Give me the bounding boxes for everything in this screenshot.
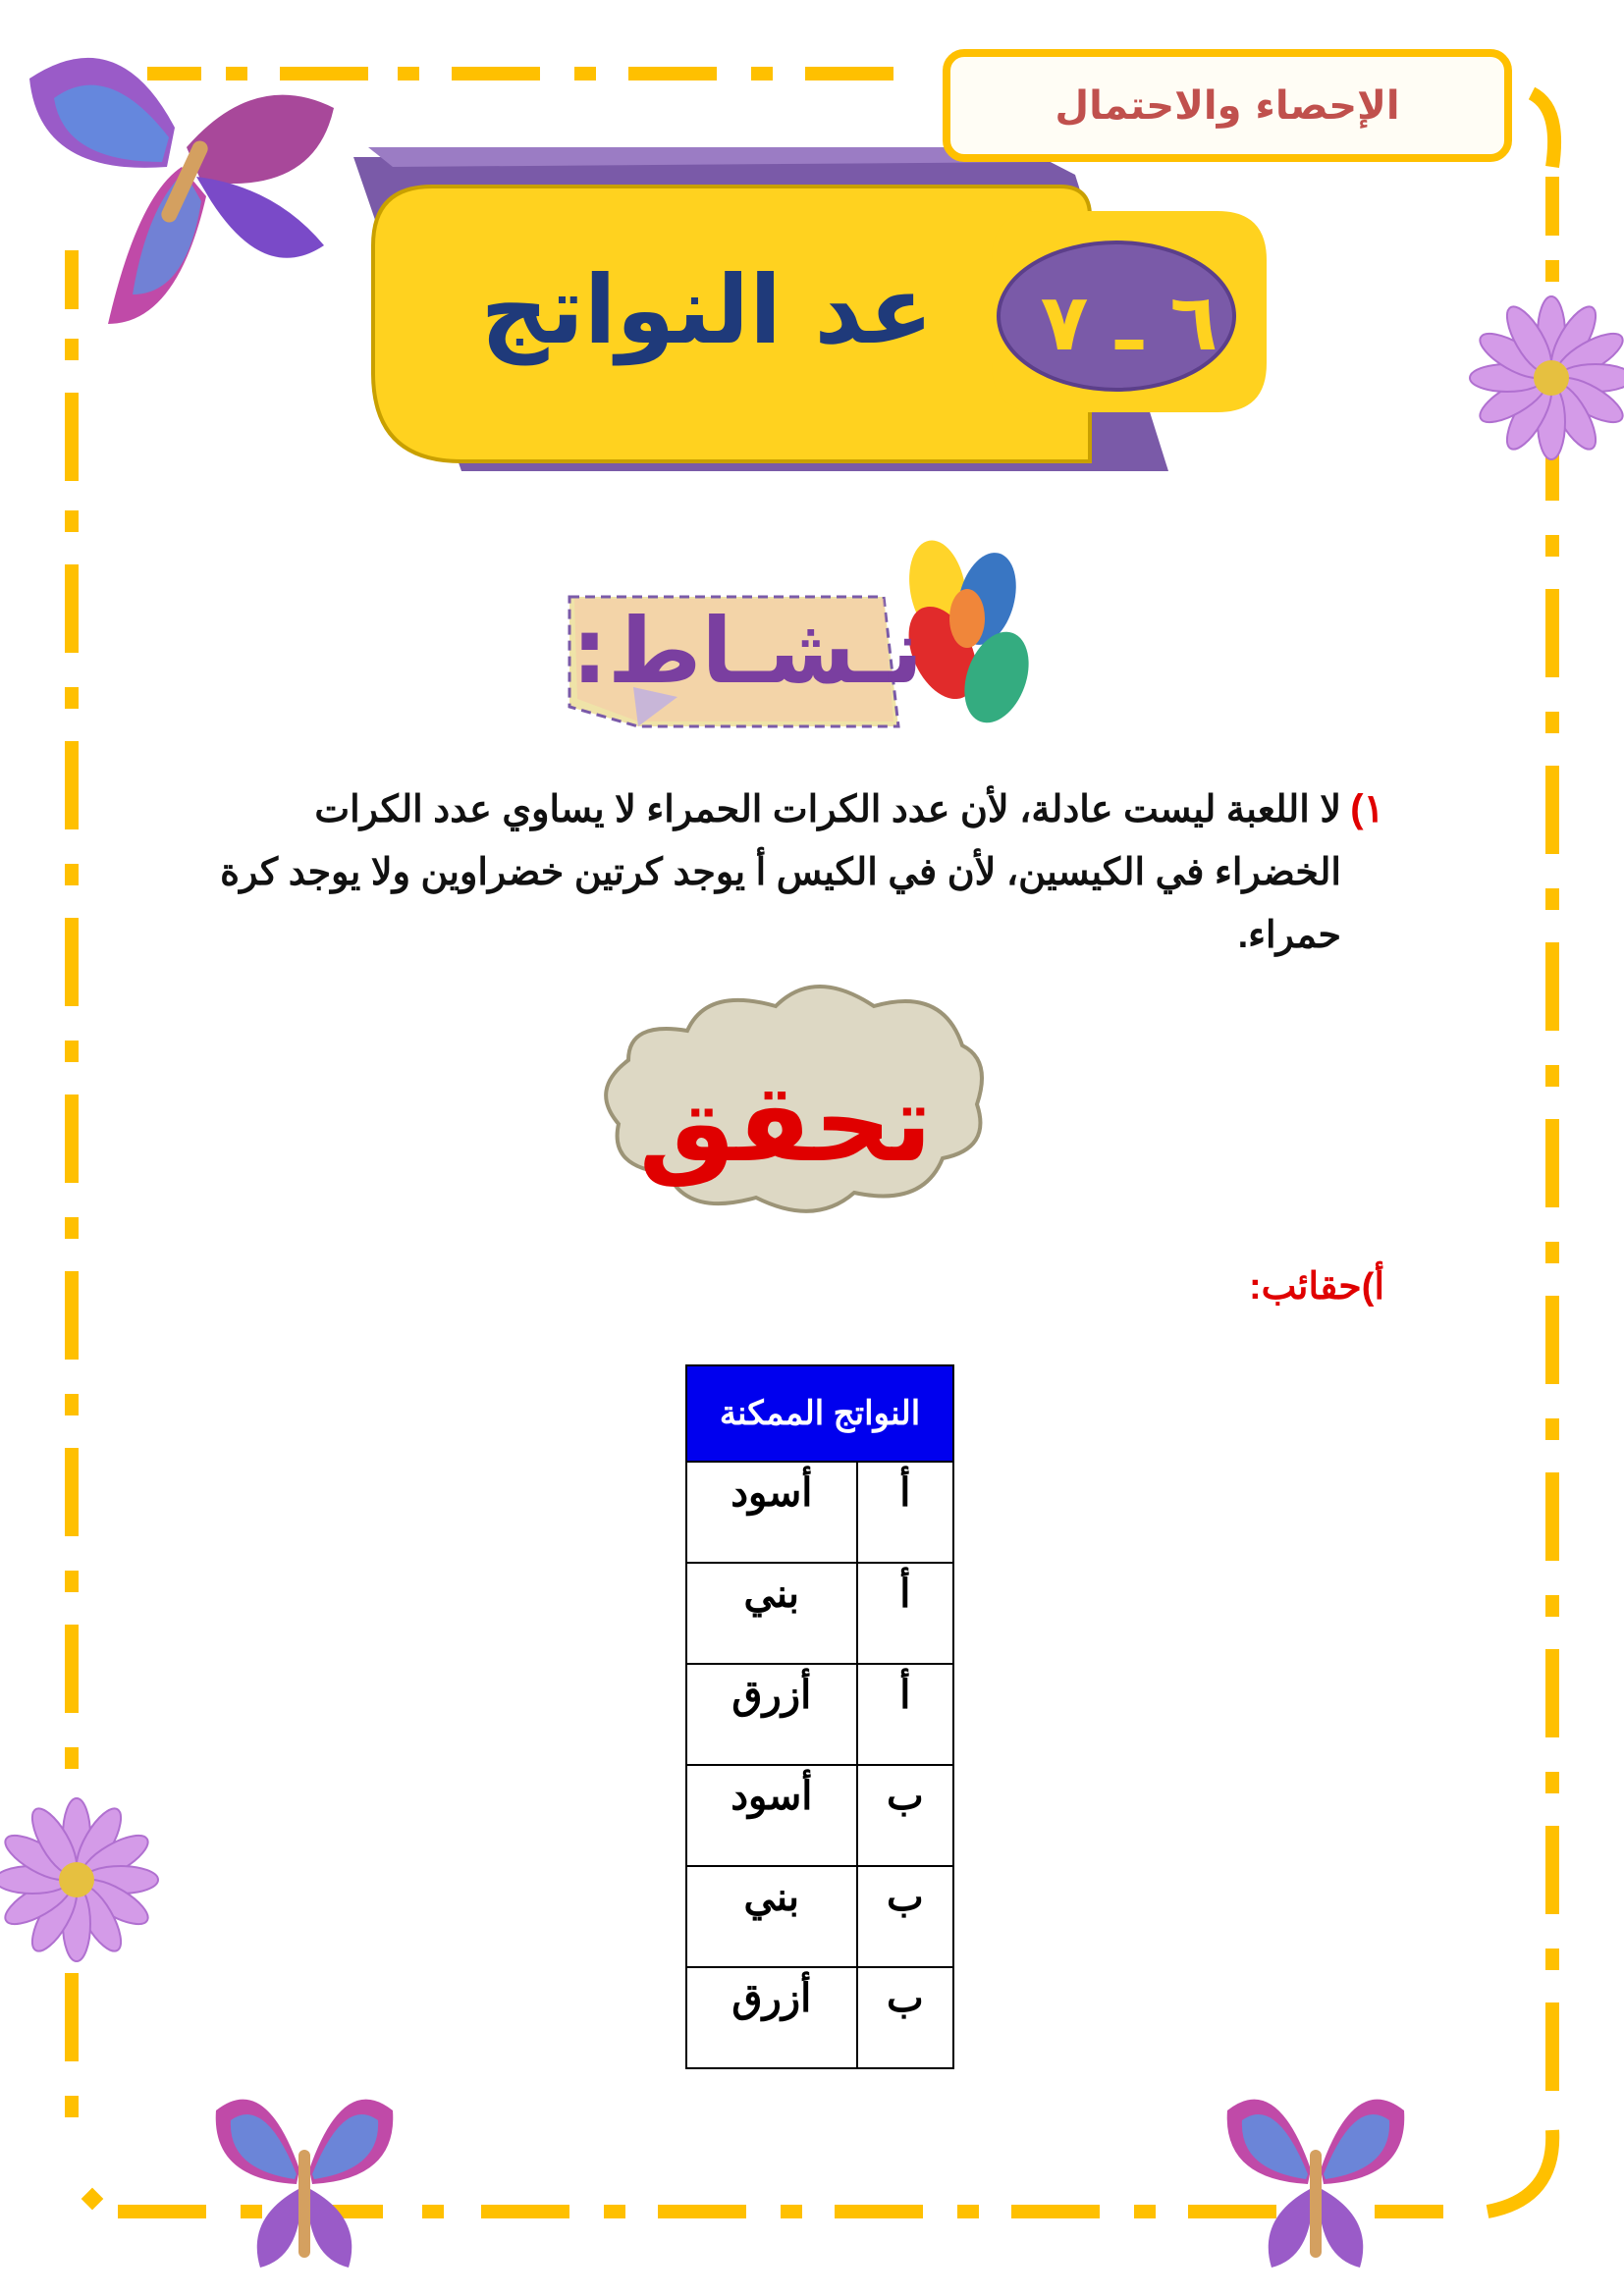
activity-heading: نـشـاط:: [571, 599, 923, 704]
part-a-label: أ)حقائب:: [1248, 1266, 1384, 1308]
color-cell: أزرق: [686, 1967, 857, 2068]
table-row: [686, 1765, 953, 1866]
topic-tab: [943, 49, 1512, 162]
table-header: النواتج الممكنة: [686, 1365, 953, 1462]
bag-letter-cell: أ: [857, 1664, 953, 1765]
color-cell: أسود: [686, 1765, 857, 1866]
lesson-title: عد النواتج: [480, 255, 934, 365]
table-row: [686, 1866, 953, 1967]
answer-item-1: [211, 777, 1384, 967]
item-text: لا اللعبة ليست عادلة، لأن عدد الكرات الحمراء لا يساوي عدد الكرات الخضراء في الكيسين، لأن في الكيس أ يوجد كرتين خضراوين ولا يوجد كرة حمراء.: [220, 789, 1341, 956]
color-cell: أزرق: [686, 1664, 857, 1765]
check-heading: تحقق: [638, 1060, 933, 1186]
bag-letter-cell: أ: [857, 1563, 953, 1664]
lesson-number: ٦ ـ ٧: [1040, 277, 1218, 368]
color-cell: بني: [686, 1563, 857, 1664]
color-cell: بني: [686, 1866, 857, 1967]
color-cell: أسود: [686, 1462, 857, 1563]
table-row: [686, 1563, 953, 1664]
bag-letter-cell: ب: [857, 1765, 953, 1866]
item-number: ١): [1350, 787, 1384, 830]
topic-label: الإحصاء والاحتمال: [1055, 82, 1400, 129]
bag-letter-cell: ب: [857, 1967, 953, 2068]
table-row: [686, 1664, 953, 1765]
bag-letter-cell: ب: [857, 1866, 953, 1967]
outcomes-table: [685, 1364, 954, 2069]
bag-letter-cell: أ: [857, 1462, 953, 1563]
table-row: [686, 1967, 953, 2068]
table-header-row: [686, 1365, 953, 1462]
table-row: [686, 1462, 953, 1563]
